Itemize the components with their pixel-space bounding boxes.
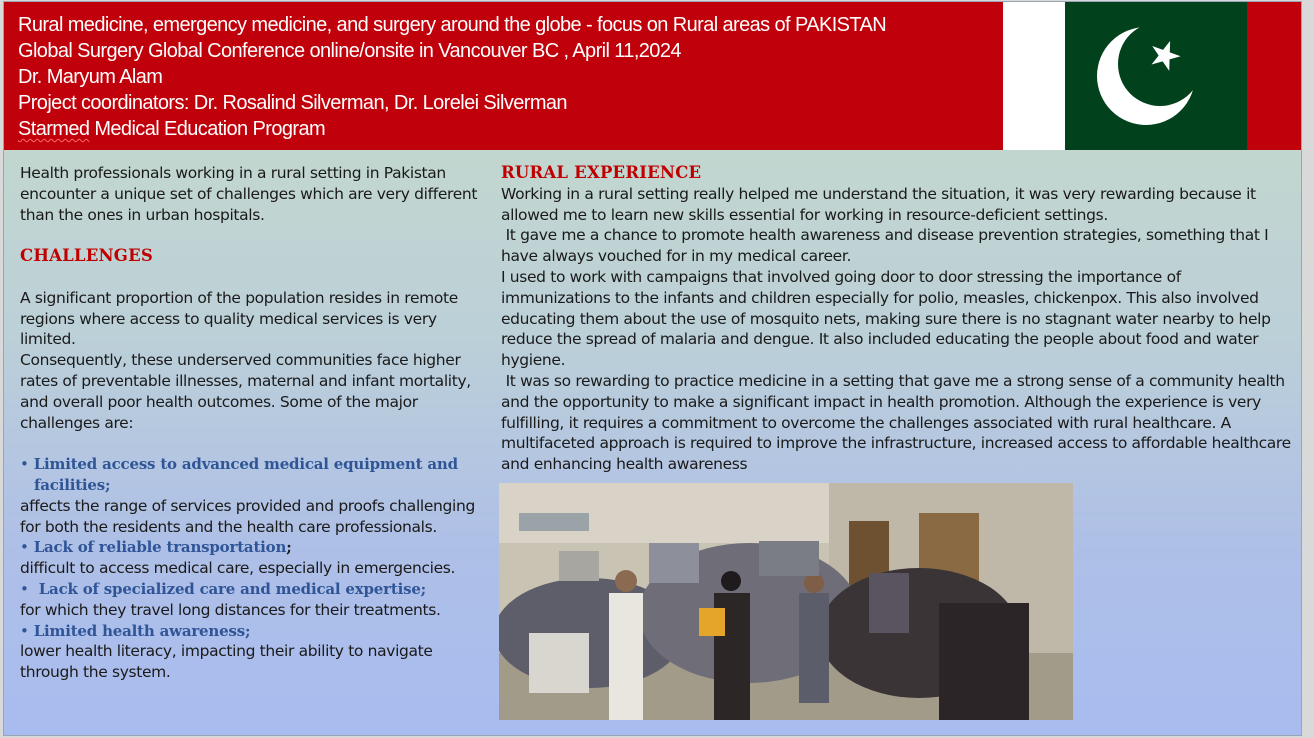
flag-crescent-inner bbox=[1118, 22, 1202, 106]
challenges-heading: CHALLENGES bbox=[20, 246, 153, 266]
banner-text bbox=[18, 12, 1003, 142]
challenge-bullet-awareness bbox=[20, 621, 485, 642]
program-name-misspelled: Starmed bbox=[18, 118, 90, 140]
bullet-title: Lack of reliable transportation bbox=[33, 538, 287, 557]
program-name-rest: Medical Education Program bbox=[89, 118, 326, 140]
bullet-marker: • bbox=[20, 455, 29, 474]
bullet-marker: • bbox=[20, 538, 29, 557]
experience-paragraph-2: It gave me a chance to promote health awareness and disease prevention strategies, something that I have always vouched for in my medical career. bbox=[501, 226, 1273, 266]
banner-line-conference: Global Surgery Global Conference online/onsite in Vancouver BC , April 11,2024 bbox=[18, 40, 681, 62]
banner-line-program bbox=[18, 116, 1003, 142]
experience-column bbox=[501, 163, 1296, 475]
banner-line-coordinators: Project coordinators: Dr. Rosalind Silverman, Dr. Lorelei Silverman bbox=[18, 92, 567, 114]
experience-paragraph-1: Working in a rural setting really helped me understand the situation, it was very rewarding because it allowed me to learn new skills essential for working in resource-deficient settings. bbox=[501, 184, 1256, 224]
challenge-detail-transport: difficult to access medical care, especially in emergencies. bbox=[20, 559, 456, 578]
challenge-bullet-transport bbox=[20, 537, 485, 558]
challenge-detail-awareness: lower health literacy, impacting their ability to navigate through the system. bbox=[20, 642, 433, 682]
pakistan-flag-icon bbox=[1003, 2, 1247, 150]
banner-line-author: Dr. Maryum Alam bbox=[18, 66, 163, 88]
rural-experience-heading: RURAL EXPERIENCE bbox=[501, 163, 702, 182]
intro-paragraph: Health professionals working in a rural setting in Pakistan encounter a unique set of challenges which are very different than the ones in urban hospitals. bbox=[20, 164, 478, 224]
challenge-detail-equipment: affects the range of services provided and proofs challenging for both the residents and the health care professionals. bbox=[20, 496, 475, 536]
spacer bbox=[20, 433, 485, 454]
challenges-column bbox=[20, 163, 485, 683]
challenge-bullet-equipment bbox=[20, 454, 485, 496]
crowded-clinic-photo bbox=[499, 483, 1073, 720]
population-paragraph: A significant proportion of the population resides in remote regions where access to quality medical services is very limited. bbox=[20, 288, 458, 349]
consequences-paragraph: Consequently, these underserved communities face higher rates of preventable illnesses, maternal and infant mortality, and overall poor health outcomes. Some of the major challenges are: bbox=[20, 351, 471, 432]
challenge-bullet-expertise bbox=[20, 579, 485, 600]
bullet-title: Lack of specialized care and medical expertise; bbox=[33, 579, 427, 598]
bullet-title: Limited access to advanced medical equipment and facilities; bbox=[33, 455, 458, 494]
bullet-title: Limited health awareness; bbox=[33, 621, 251, 640]
spacer bbox=[20, 267, 485, 288]
bullet-semicolon: ; bbox=[286, 538, 292, 557]
flag-white-stripe bbox=[1003, 2, 1065, 150]
experience-paragraph-4: It was so rewarding to practice medicine in a setting that gave me a strong sense of a community health and the opportunity to make a significant impact in health promotion. Although the experience is very fulfilling, it requires a commitment to overcome the challenges associated with rural healthcare. A multifaceted approach is required to improve the infrastructure, increased access to affordable healthcare and enhancing health awareness bbox=[501, 371, 1296, 474]
title-banner bbox=[4, 2, 1301, 150]
experience-paragraph-3: I used to work with campaigns that involved going door to door stressing the importance of immunizations to the infants and children especially for polio, measles, chickenpox. This also involved educating them about the use of mosquito nets, making sure there is no stagnant water nearby to help reduce the spread of malaria and dengue. It also included educating the people about food and water hygiene. bbox=[501, 267, 1271, 370]
challenge-detail-expertise: for which they travel long distances for their treatments. bbox=[20, 600, 441, 619]
bullet-marker: • bbox=[20, 621, 29, 640]
bullet-marker: • bbox=[20, 579, 29, 598]
banner-line-title: Rural medicine, emergency medicine, and surgery around the globe - focus on Rural areas of PAKISTAN bbox=[18, 14, 887, 36]
spacer bbox=[20, 225, 485, 246]
poster-slide bbox=[3, 1, 1302, 736]
